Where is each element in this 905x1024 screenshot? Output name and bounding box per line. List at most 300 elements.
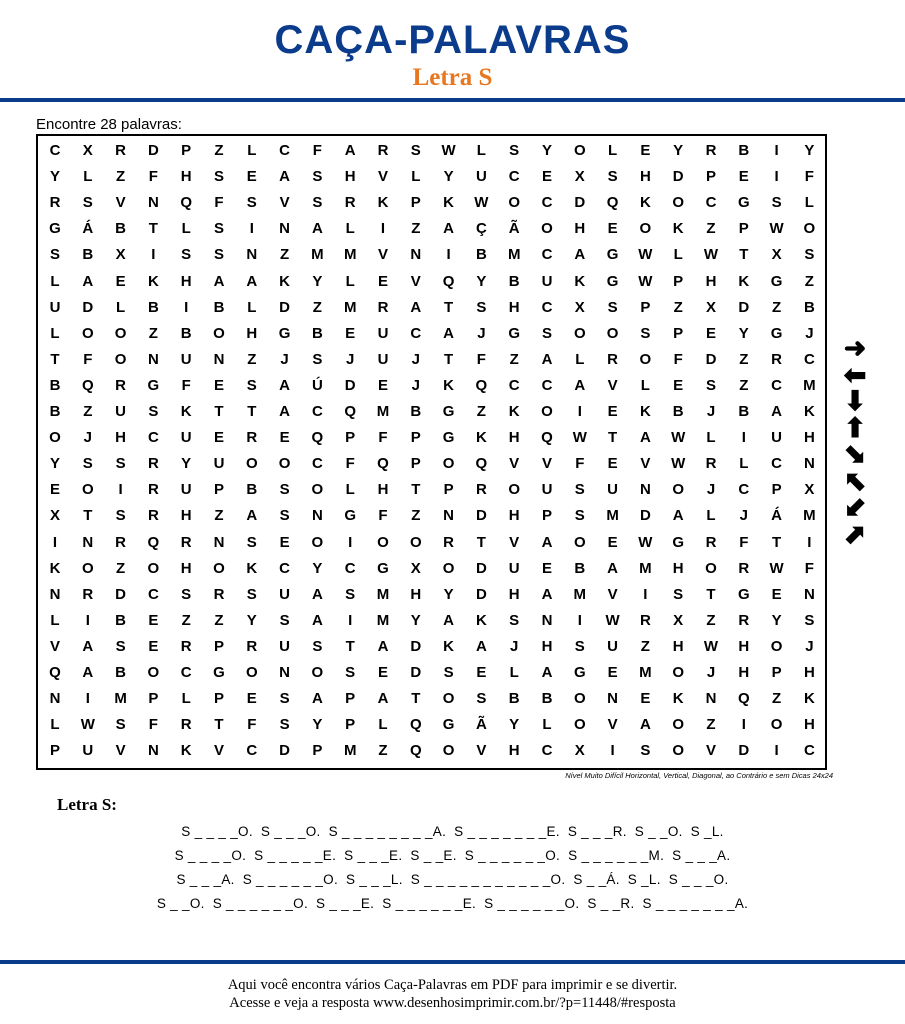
grid-letter[interactable]: J xyxy=(510,637,519,655)
grid-letter[interactable]: A xyxy=(311,585,323,603)
grid-letter[interactable]: R xyxy=(147,455,159,473)
grid-letter[interactable]: Y xyxy=(541,142,552,159)
grid-letter[interactable]: E xyxy=(705,324,716,342)
grid-letter[interactable]: D xyxy=(147,142,159,159)
grid-letter[interactable]: K xyxy=(574,272,586,290)
grid-letter[interactable]: F xyxy=(214,194,224,212)
grid-letter[interactable]: S xyxy=(82,455,93,473)
grid-letter[interactable]: K xyxy=(443,637,455,655)
grid-letter[interactable]: M xyxy=(343,246,357,264)
grid-letter[interactable]: C xyxy=(803,350,815,368)
grid-letter[interactable]: K xyxy=(443,376,455,394)
grid-letter[interactable]: L xyxy=(673,246,683,264)
grid-letter[interactable]: E xyxy=(607,220,618,238)
grid-letter[interactable]: I xyxy=(643,585,648,603)
grid-letter[interactable]: E xyxy=(49,481,60,499)
grid-letter[interactable]: Z xyxy=(411,220,421,238)
grid-letter[interactable]: Y xyxy=(443,168,454,186)
grid-letter[interactable]: P xyxy=(181,142,192,159)
grid-letter[interactable]: S xyxy=(509,142,520,159)
grid-letter[interactable]: O xyxy=(81,324,94,342)
grid-letter[interactable]: R xyxy=(344,194,356,212)
grid-letter[interactable]: O xyxy=(573,690,586,708)
grid-letter[interactable]: M xyxy=(606,507,619,525)
grid-letter[interactable]: P xyxy=(410,194,421,212)
grid-letter[interactable]: H xyxy=(246,324,258,342)
grid-letter[interactable]: P xyxy=(213,690,224,708)
grid-letter[interactable]: O xyxy=(442,742,455,760)
grid-letter[interactable]: E xyxy=(640,690,651,708)
grid-letter[interactable]: C xyxy=(771,376,783,394)
grid-letter[interactable]: O xyxy=(377,533,389,551)
grid-letter[interactable]: K xyxy=(475,611,487,629)
grid-letter[interactable]: S xyxy=(82,194,93,212)
grid-letter[interactable]: L xyxy=(476,142,486,159)
grid-letter[interactable]: Z xyxy=(772,298,782,316)
grid-letter[interactable]: C xyxy=(771,455,783,473)
grid-letter[interactable]: U xyxy=(377,324,389,342)
grid-letter[interactable]: A xyxy=(311,220,323,238)
grid-letter[interactable]: B xyxy=(574,559,586,577)
grid-letter[interactable]: D xyxy=(738,298,750,316)
grid-letter[interactable]: A xyxy=(82,272,94,290)
grid-letter[interactable]: K xyxy=(738,272,750,290)
grid-letter[interactable]: E xyxy=(607,455,618,473)
grid-letter[interactable]: S xyxy=(115,637,126,655)
grid-letter[interactable]: H xyxy=(639,168,651,186)
grid-letter[interactable]: C xyxy=(508,168,520,186)
grid-letter[interactable]: S xyxy=(115,455,126,473)
grid-letter[interactable]: S xyxy=(279,690,290,708)
grid-letter[interactable]: Y xyxy=(443,585,454,603)
grid-letter[interactable]: O xyxy=(573,533,586,551)
grid-letter[interactable]: Z xyxy=(214,611,224,629)
grid-letter[interactable]: O xyxy=(147,559,160,577)
grid-letter[interactable]: T xyxy=(444,350,454,368)
grid-letter[interactable]: X xyxy=(705,298,716,316)
grid-letter[interactable]: O xyxy=(311,481,324,499)
grid-letter[interactable]: V xyxy=(377,168,388,186)
grid-letter[interactable]: O xyxy=(639,350,652,368)
grid-letter[interactable]: O xyxy=(311,664,324,681)
grid-letter[interactable]: Z xyxy=(640,637,650,655)
grid-letter[interactable]: I xyxy=(85,611,90,629)
grid-letter[interactable]: F xyxy=(476,350,486,368)
grid-letter[interactable]: S xyxy=(246,376,257,394)
grid-letter[interactable]: R xyxy=(213,585,225,603)
grid-letter[interactable]: E xyxy=(673,376,684,394)
grid-letter[interactable]: E xyxy=(345,324,356,342)
grid-letter[interactable]: X xyxy=(574,298,585,316)
grid-letter[interactable]: N xyxy=(311,507,323,525)
grid-letter[interactable]: P xyxy=(345,716,356,734)
grid-letter[interactable]: B xyxy=(49,403,61,420)
grid-letter[interactable]: O xyxy=(442,559,455,577)
grid-letter[interactable]: S xyxy=(509,611,520,629)
grid-letter[interactable]: C xyxy=(803,742,815,760)
grid-letter[interactable]: N xyxy=(279,220,291,238)
grid-letter[interactable]: R xyxy=(475,481,487,499)
grid-letter[interactable]: V xyxy=(377,246,388,264)
grid-letter[interactable]: K xyxy=(147,272,159,290)
grid-letter[interactable]: L xyxy=(181,690,191,708)
grid-letter[interactable]: U xyxy=(279,637,291,655)
grid-letter[interactable]: G xyxy=(737,194,750,212)
grid-letter[interactable]: S xyxy=(705,376,716,394)
grid-letter[interactable]: S xyxy=(345,664,356,681)
grid-letter[interactable]: B xyxy=(213,298,225,316)
grid-letter[interactable]: J xyxy=(706,403,716,420)
grid-letter[interactable]: H xyxy=(738,664,750,681)
grid-letter[interactable]: K xyxy=(180,403,192,420)
grid-letter[interactable]: V xyxy=(541,455,552,473)
grid-letter[interactable]: N xyxy=(147,350,159,368)
grid-letter[interactable]: I xyxy=(348,611,353,629)
grid-letter[interactable]: Y xyxy=(49,455,60,473)
grid-letter[interactable]: L xyxy=(706,429,716,447)
grid-letter[interactable]: S xyxy=(804,246,815,264)
grid-letter[interactable]: N xyxy=(246,246,258,264)
grid-letter[interactable]: B xyxy=(508,690,520,708)
grid-letter[interactable]: T xyxy=(476,533,486,551)
grid-letter[interactable]: B xyxy=(738,403,750,420)
grid-letter[interactable]: S xyxy=(640,742,651,760)
grid-letter[interactable]: B xyxy=(147,298,159,316)
grid-letter[interactable]: G xyxy=(442,403,455,420)
grid-letter[interactable]: P xyxy=(738,220,749,238)
grid-letter[interactable]: P xyxy=(640,298,651,316)
grid-letter[interactable]: S xyxy=(246,533,257,551)
grid-letter[interactable]: J xyxy=(411,376,420,394)
grid-letter[interactable]: I xyxy=(741,716,746,734)
grid-letter[interactable]: S xyxy=(148,403,159,420)
grid-letter[interactable]: W xyxy=(441,142,456,159)
grid-letter[interactable]: H xyxy=(803,429,815,447)
grid-letter[interactable]: O xyxy=(573,716,586,734)
grid-letter[interactable]: R xyxy=(147,481,159,499)
grid-letter[interactable]: M xyxy=(376,585,390,603)
grid-letter[interactable]: Y xyxy=(410,611,421,629)
grid-letter[interactable]: O xyxy=(213,559,225,577)
grid-letter[interactable]: B xyxy=(410,403,422,420)
grid-letter[interactable]: C xyxy=(541,194,553,212)
grid-letter[interactable]: S xyxy=(804,611,815,629)
grid-letter[interactable]: V xyxy=(509,455,520,473)
grid-letter[interactable]: L xyxy=(804,194,814,212)
grid-letter[interactable]: O xyxy=(81,559,94,577)
grid-letter[interactable]: O xyxy=(770,637,783,655)
grid-letter[interactable]: G xyxy=(49,220,61,238)
grid-letter[interactable]: E xyxy=(476,664,487,681)
grid-letter[interactable]: Y xyxy=(246,611,257,629)
grid-letter[interactable]: H xyxy=(508,585,520,603)
grid-letter[interactable]: N xyxy=(49,585,61,603)
grid-letter[interactable]: O xyxy=(705,559,717,577)
grid-letter[interactable]: D xyxy=(475,507,487,525)
grid-letter[interactable]: V xyxy=(49,637,60,655)
grid-letter[interactable]: Q xyxy=(541,429,553,447)
grid-letter[interactable]: L xyxy=(181,220,191,238)
grid-letter[interactable]: K xyxy=(639,403,651,420)
grid-letter[interactable]: A xyxy=(541,533,553,551)
grid-letter[interactable]: S xyxy=(410,142,421,159)
grid-letter[interactable]: Y xyxy=(49,168,60,186)
grid-letter[interactable]: L xyxy=(706,507,716,525)
grid-letter[interactable]: S xyxy=(213,168,224,186)
grid-letter[interactable]: G xyxy=(442,429,455,447)
grid-letter[interactable]: E xyxy=(541,559,552,577)
grid-letter[interactable]: Q xyxy=(311,429,324,447)
grid-letter[interactable]: O xyxy=(573,142,586,159)
grid-letter[interactable]: I xyxy=(118,481,123,499)
grid-letter[interactable]: O xyxy=(81,481,94,499)
grid-letter[interactable]: A xyxy=(410,298,422,316)
grid-letter[interactable]: C xyxy=(344,559,356,577)
grid-letter[interactable]: Q xyxy=(377,455,389,473)
grid-letter[interactable]: H xyxy=(803,664,815,681)
grid-letter[interactable]: C xyxy=(738,481,750,499)
grid-letter[interactable]: S xyxy=(476,690,487,708)
grid-letter[interactable]: P xyxy=(673,324,684,342)
grid-letter[interactable]: M xyxy=(803,507,816,525)
grid-letter[interactable]: F xyxy=(804,168,814,186)
grid-letter[interactable]: W xyxy=(605,611,620,629)
grid-letter[interactable]: B xyxy=(508,272,520,290)
grid-letter[interactable]: O xyxy=(409,533,422,551)
grid-letter[interactable]: C xyxy=(541,742,553,760)
grid-letter[interactable]: Q xyxy=(409,742,422,760)
grid-letter[interactable]: C xyxy=(147,585,159,603)
grid-letter[interactable]: H xyxy=(672,559,684,577)
grid-letter[interactable]: O xyxy=(442,455,455,473)
grid-letter[interactable]: A xyxy=(82,637,94,655)
grid-letter[interactable]: A xyxy=(246,272,258,290)
grid-letter[interactable]: B xyxy=(311,324,323,342)
grid-letter[interactable]: Y xyxy=(312,559,323,577)
grid-letter[interactable]: N xyxy=(639,481,651,499)
grid-letter[interactable]: N xyxy=(147,194,159,212)
grid-letter[interactable]: C xyxy=(541,298,553,316)
grid-letter[interactable]: R xyxy=(377,142,389,159)
grid-letter[interactable]: E xyxy=(738,168,749,186)
grid-letter[interactable]: S xyxy=(279,611,290,629)
grid-letter[interactable]: K xyxy=(639,194,651,212)
grid-letter[interactable]: L xyxy=(50,272,60,290)
grid-letter[interactable]: M xyxy=(114,690,127,708)
grid-letter[interactable]: C xyxy=(311,455,323,473)
grid-letter[interactable]: B xyxy=(180,324,192,342)
grid-letter[interactable]: D xyxy=(738,742,750,760)
grid-letter[interactable]: S xyxy=(443,664,454,681)
grid-letter[interactable]: T xyxy=(608,429,618,447)
grid-letter[interactable]: Q xyxy=(147,533,160,551)
grid-letter[interactable]: H xyxy=(180,272,192,290)
grid-letter[interactable]: A xyxy=(541,350,553,368)
grid-letter[interactable]: K xyxy=(672,690,684,708)
grid-letter[interactable]: H xyxy=(508,429,520,447)
grid-letter[interactable]: R xyxy=(443,533,455,551)
grid-letter[interactable]: Z xyxy=(509,350,519,368)
grid-letter[interactable]: R xyxy=(705,533,717,551)
grid-letter[interactable]: Z xyxy=(476,403,486,420)
grid-letter[interactable]: R xyxy=(705,455,717,473)
grid-letter[interactable]: Q xyxy=(442,272,455,290)
grid-letter[interactable]: Z xyxy=(181,611,191,629)
grid-letter[interactable]: M xyxy=(507,246,521,264)
grid-letter[interactable]: L xyxy=(50,611,60,629)
grid-letter[interactable]: F xyxy=(247,716,257,734)
grid-letter[interactable]: A xyxy=(82,664,94,681)
grid-letter[interactable]: K xyxy=(180,742,192,760)
grid-letter[interactable]: Z xyxy=(706,716,716,734)
grid-letter[interactable]: O xyxy=(639,220,652,238)
grid-letter[interactable]: F xyxy=(673,350,683,368)
grid-letter[interactable]: R xyxy=(639,611,651,629)
grid-letter[interactable]: P xyxy=(771,664,782,681)
grid-letter[interactable]: A xyxy=(377,637,389,655)
grid-letter[interactable]: V xyxy=(607,585,618,603)
grid-letter[interactable]: K xyxy=(49,559,61,577)
grid-letter[interactable]: W xyxy=(703,246,719,264)
grid-letter[interactable]: I xyxy=(577,403,582,420)
grid-letter[interactable]: N xyxy=(705,690,717,708)
grid-letter[interactable]: H xyxy=(508,742,520,760)
grid-letter[interactable]: A xyxy=(541,664,553,681)
grid-letter[interactable]: Y xyxy=(804,142,815,159)
grid-letter[interactable]: K xyxy=(508,403,520,420)
grid-letter[interactable]: J xyxy=(83,429,92,447)
grid-letter[interactable]: U xyxy=(82,742,94,760)
grid-letter[interactable]: O xyxy=(770,716,783,734)
grid-letter[interactable]: F xyxy=(378,429,388,447)
grid-letter[interactable]: Z xyxy=(772,690,782,708)
grid-letter[interactable]: E xyxy=(148,637,159,655)
grid-letter[interactable]: R xyxy=(180,716,192,734)
grid-letter[interactable]: V xyxy=(476,742,487,760)
grid-letter[interactable]: S xyxy=(345,585,356,603)
grid-letter[interactable]: O xyxy=(672,481,685,499)
grid-letter[interactable]: I xyxy=(807,533,812,551)
grid-letter[interactable]: B xyxy=(246,481,258,499)
grid-letter[interactable]: L xyxy=(378,716,388,734)
grid-letter[interactable]: I xyxy=(610,742,615,760)
grid-letter[interactable]: Z xyxy=(116,559,126,577)
grid-letter[interactable]: E xyxy=(246,690,257,708)
grid-letter[interactable]: V xyxy=(607,376,618,394)
grid-letter[interactable]: D xyxy=(639,507,651,525)
grid-letter[interactable]: N xyxy=(410,246,422,264)
grid-letter[interactable]: H xyxy=(738,637,750,655)
grid-letter[interactable]: U xyxy=(508,559,520,577)
grid-letter[interactable]: A xyxy=(475,637,487,655)
grid-letter[interactable]: G xyxy=(606,272,619,290)
grid-letter[interactable]: K xyxy=(803,690,815,708)
grid-letter[interactable]: X xyxy=(673,611,684,629)
grid-letter[interactable]: S xyxy=(607,168,618,186)
grid-letter[interactable]: Q xyxy=(606,194,619,212)
grid-letter[interactable]: A xyxy=(443,220,455,238)
grid-letter[interactable]: R xyxy=(147,507,159,525)
grid-letter[interactable]: P xyxy=(49,742,60,760)
grid-letter[interactable]: E xyxy=(279,429,290,447)
grid-letter[interactable]: A xyxy=(574,246,586,264)
grid-letter[interactable]: J xyxy=(280,350,289,368)
grid-letter[interactable]: P xyxy=(443,481,454,499)
grid-letter[interactable]: Z xyxy=(312,298,322,316)
grid-letter[interactable]: I xyxy=(184,298,189,316)
grid-letter[interactable]: O xyxy=(147,664,160,681)
grid-letter[interactable]: E xyxy=(607,403,618,420)
grid-letter[interactable]: T xyxy=(247,403,257,420)
grid-letter[interactable]: M xyxy=(311,246,324,264)
grid-letter[interactable]: W xyxy=(671,429,686,447)
grid-letter[interactable]: H xyxy=(344,168,356,186)
grid-letter[interactable]: A xyxy=(639,429,651,447)
grid-letter[interactable]: W xyxy=(572,429,587,447)
grid-letter[interactable]: A xyxy=(279,403,291,420)
grid-letter[interactable]: W xyxy=(671,455,686,473)
grid-letter[interactable]: P xyxy=(213,637,224,655)
grid-letter[interactable]: O xyxy=(213,324,225,342)
grid-letter[interactable]: P xyxy=(673,272,684,290)
grid-letter[interactable]: Y xyxy=(312,716,323,734)
grid-letter[interactable]: B xyxy=(475,246,487,264)
grid-letter[interactable]: T xyxy=(772,533,782,551)
grid-letter[interactable]: E xyxy=(213,429,224,447)
grid-letter[interactable]: W xyxy=(703,637,719,655)
grid-letter[interactable]: K xyxy=(443,194,455,212)
grid-letter[interactable]: L xyxy=(50,324,60,342)
grid-letter[interactable]: R xyxy=(246,637,258,655)
grid-letter[interactable]: Y xyxy=(181,455,192,473)
grid-letter[interactable]: P xyxy=(410,455,421,473)
grid-letter[interactable]: L xyxy=(575,350,585,368)
grid-letter[interactable]: Q xyxy=(475,376,488,394)
grid-letter[interactable]: U xyxy=(541,272,553,290)
grid-letter[interactable]: T xyxy=(411,690,421,708)
grid-letter[interactable]: M xyxy=(573,585,587,603)
grid-letter[interactable]: S xyxy=(640,324,651,342)
grid-letter[interactable]: W xyxy=(638,272,653,290)
grid-letter[interactable]: J xyxy=(477,324,486,342)
grid-letter[interactable]: T xyxy=(148,220,158,238)
grid-letter[interactable]: F xyxy=(575,455,585,473)
grid-letter[interactable]: A xyxy=(279,168,291,186)
grid-letter[interactable]: D xyxy=(115,585,127,603)
grid-letter[interactable]: N xyxy=(803,585,815,603)
grid-letter[interactable]: X xyxy=(574,168,585,186)
grid-letter[interactable]: L xyxy=(411,168,421,186)
grid-letter[interactable]: Ã xyxy=(508,220,520,238)
grid-letter[interactable]: L xyxy=(83,168,93,186)
grid-letter[interactable]: M xyxy=(803,376,816,394)
grid-letter[interactable]: N xyxy=(279,664,291,681)
grid-letter[interactable]: C xyxy=(246,742,258,760)
grid-letter[interactable]: S xyxy=(574,507,585,525)
grid-letter[interactable]: S xyxy=(607,298,618,316)
grid-letter[interactable]: F xyxy=(378,507,388,525)
grid-letter[interactable]: A xyxy=(344,142,356,159)
grid-letter[interactable]: R xyxy=(115,533,127,551)
grid-letter[interactable]: U xyxy=(180,350,192,368)
grid-letter[interactable]: Z xyxy=(411,507,421,525)
grid-letter[interactable]: E xyxy=(377,272,388,290)
grid-letter[interactable]: H xyxy=(180,507,192,525)
grid-letter[interactable]: S xyxy=(49,246,60,264)
grid-letter[interactable]: B xyxy=(82,246,94,264)
grid-letter[interactable]: W xyxy=(769,559,784,577)
grid-letter[interactable]: L xyxy=(247,298,257,316)
